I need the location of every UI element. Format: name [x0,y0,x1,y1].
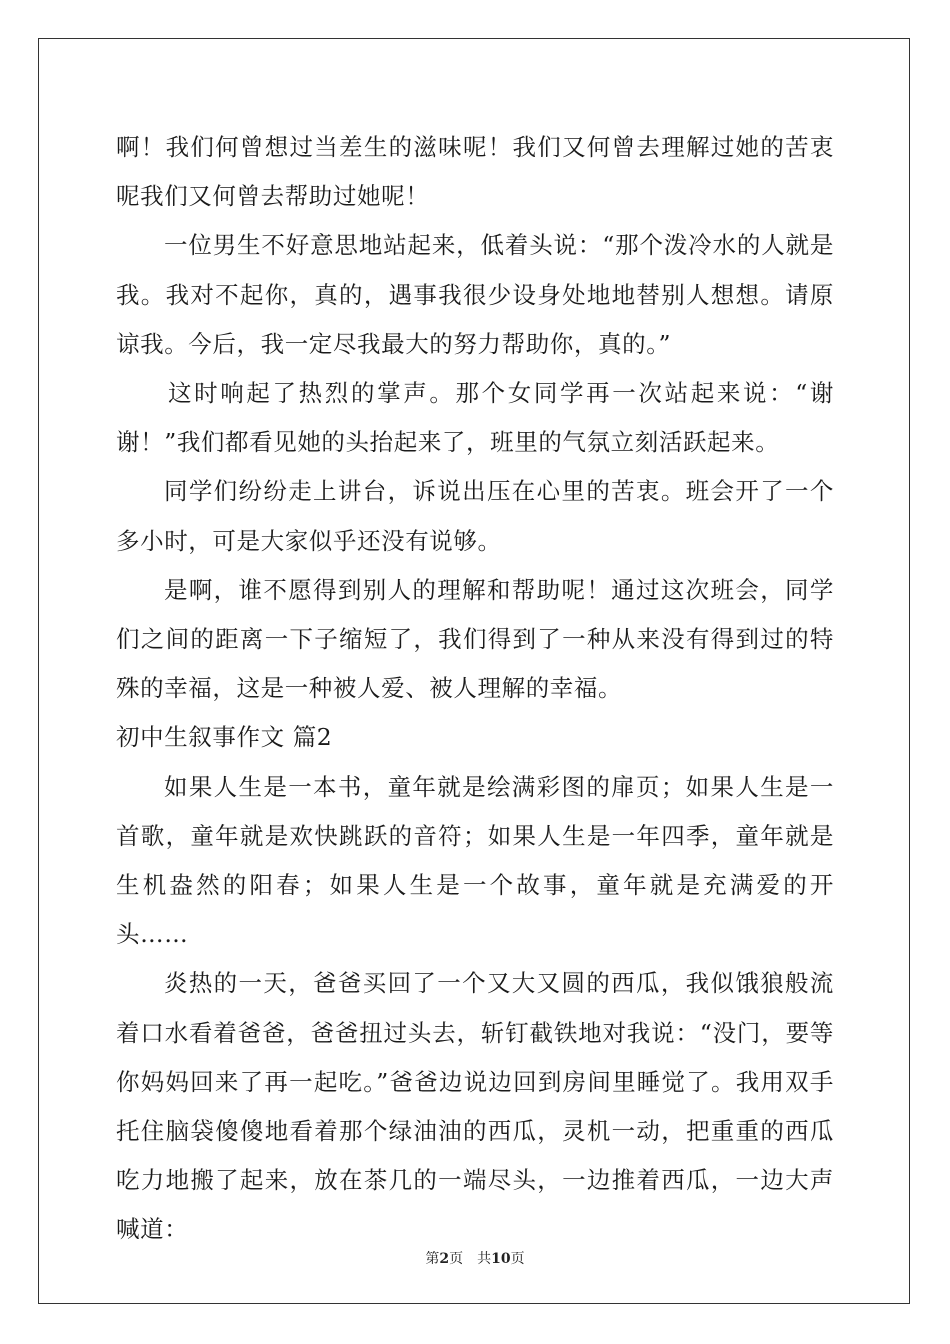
section-number: 篇2 [292,723,333,752]
footer-page-number: 2 [439,1251,450,1267]
footer-total-pages: 10 [491,1251,511,1267]
section-title: 初中生叙事作文 [116,723,285,752]
paragraph-4: 同学们纷纷走上讲台，诉说出压在心里的苦衷。班会开了一个多小时，可是大家似乎还没有说够。 [116,477,834,555]
document-body [116,123,834,1255]
section-heading [116,713,834,762]
paragraph-5: 是啊，谁不愿得到别人的理解和帮助呢！通过这次班会，同学们之间的距离一下子缩短了，我们得到了一种从来没有得到过的特殊的幸福，这是一种被人爱、被人理解的幸福。 [116,575,834,703]
paragraph-2: 一位男生不好意思地站起来，低着头说：“那个泼冷水的人就是我。我对不起你，真的，遇事我很少设身处地地替别人想想。请原谅我。今后，我一定尽我最大的努力帮助你，真的。” [116,231,834,358]
paragraph-7: 炎热的一天，爸爸买回了一个又大又圆的西瓜，我似饿狼般流着口水看着爸爸，爸爸扭过头去，斩钉截铁地对我说：“没门，要等你妈妈回来了再一起吃。”爸爸边说边回到房间里睡觉了。我用双手托住脑袋傻傻地看着那个绿油油的西瓜，灵机一动，把重重的西瓜吃力地搬了起来，放在茶几的一端尽头，一边推着西瓜，一边大声喊道： [116,969,834,1244]
footer-page-suffix: 页 [449,1251,464,1267]
footer-total-prefix: 共 [477,1251,492,1267]
footer-prefix: 第 [425,1251,440,1267]
paragraph-3: 这时响起了热烈的掌声。那个女同学再一次站起来说：“谢谢！”我们都看见她的头抬起来了，班里的气氛立刻活跃起来。 [116,379,834,457]
paragraph-6: 如果人生是一本书，童年就是绘满彩图的扉页；如果人生是一首歌，童年就是欢快跳跃的音符；如果人生是一年四季，童年就是生机盎然的阳春；如果人生是一个故事，童年就是充满爱的开头…… [116,772,834,949]
paragraph-1: 啊！我们何曾想过当差生的滋味呢！我们又何曾去理解过她的苦衷呢我们又何曾去帮助过她呢！ [116,133,834,211]
footer-total-suffix: 页 [510,1251,525,1267]
page-footer [0,1248,950,1268]
